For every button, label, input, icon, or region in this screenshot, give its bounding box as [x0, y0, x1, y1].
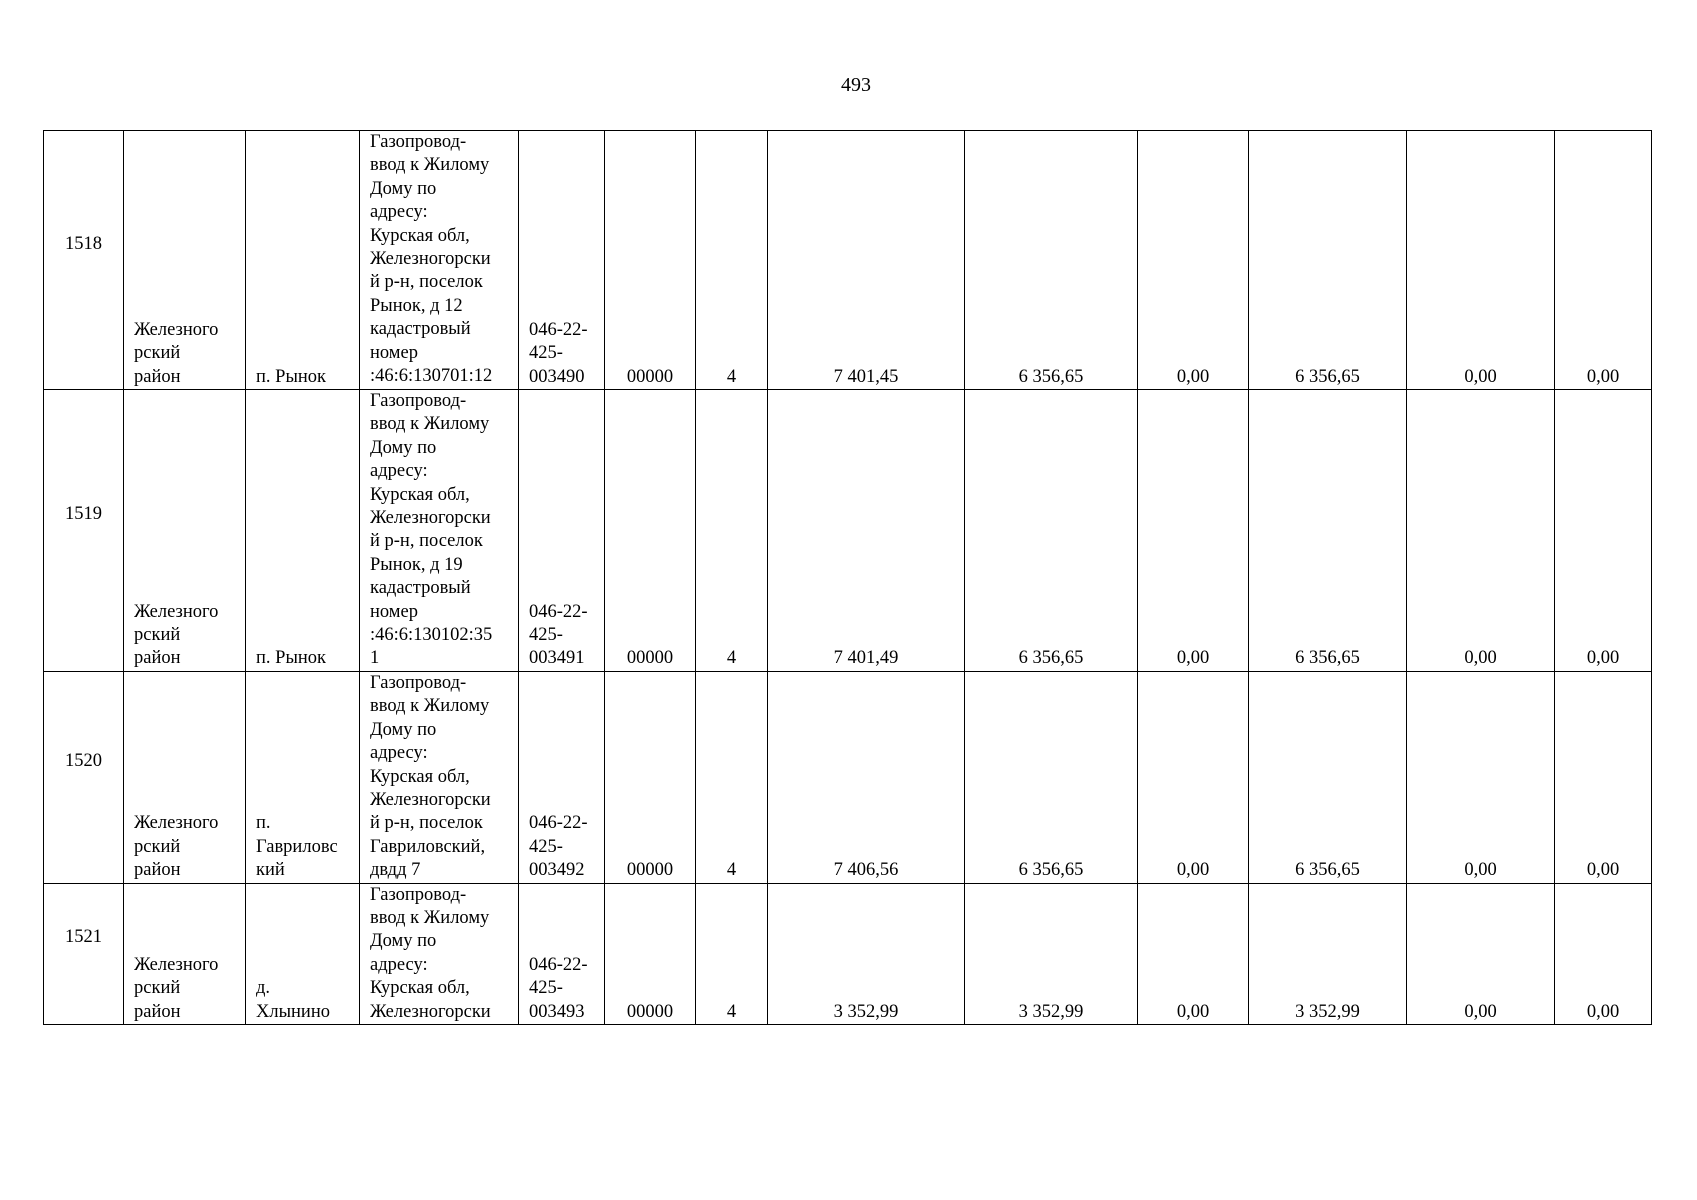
district-cell-line: Железного [134, 813, 219, 834]
inventory-number-cell-line: 003490 [529, 366, 585, 387]
locality-cell-line: Хлынино [256, 1001, 330, 1022]
locality-cell-line: Гавриловс [256, 836, 338, 857]
locality-cell [246, 131, 360, 390]
description-cell-line: Газопровод- [370, 132, 467, 152]
code-cell: 00000 [605, 131, 696, 390]
value-3-cell: 0,00 [1138, 131, 1249, 390]
district-cell-line: рский [134, 625, 181, 646]
inventory-number-cell-line: 425- [529, 343, 563, 364]
locality-cell [246, 390, 360, 672]
value-5-cell: 0,00 [1407, 883, 1555, 1024]
description-cell-line: Газопровод- [370, 391, 467, 411]
value-1-cell: 7 401,45 [768, 131, 965, 390]
inventory-number-cell-line: 046-22- [529, 319, 588, 340]
description-cell-line: номер [370, 342, 418, 363]
description-cell-line: адресу: [370, 461, 428, 482]
description-cell-line: Железногорски [370, 508, 491, 529]
description-cell-line: Дому по [370, 437, 437, 458]
group-cell: 4 [696, 883, 768, 1024]
row-number-cell [44, 131, 124, 390]
table-row [44, 671, 1652, 883]
description-cell-line: Курская обл, [370, 978, 470, 999]
district-cell-line: рский [134, 343, 181, 364]
value-2-cell: 6 356,65 [965, 390, 1138, 672]
row-number: 1518 [65, 233, 102, 254]
description-cell-line: Курская обл, [370, 484, 470, 505]
inventory-number-cell [519, 390, 605, 672]
description-cell-line: :46:6:130102:35 [370, 625, 493, 646]
district-cell-line: рский [134, 978, 181, 999]
description-cell-line: й р-н, поселок [370, 272, 483, 293]
district-cell-line: Железного [134, 954, 219, 975]
inventory-number-cell [519, 883, 605, 1024]
description-cell-line: Рынок, д 19 [370, 554, 463, 575]
description-cell-line: Железногорски [370, 249, 491, 270]
value-5-cell: 0,00 [1407, 131, 1555, 390]
group-cell: 4 [696, 131, 768, 390]
description-cell-line: ввод к Жилому [370, 696, 490, 717]
locality-cell-line: п. [256, 813, 271, 834]
inventory-number-cell-line: 003492 [529, 860, 585, 881]
description-cell [360, 883, 519, 1024]
description-cell-line: Газопровод- [370, 884, 467, 905]
description-cell-line: Гавриловский, [370, 836, 486, 857]
district-cell [124, 131, 246, 390]
table-row [44, 131, 1652, 390]
locality-cell-line: п. Рынок [256, 366, 327, 387]
description-cell-line: Железногорски [370, 789, 491, 810]
value-4-cell: 6 356,65 [1249, 671, 1407, 883]
description-cell-line: ввод к Жилому [370, 907, 490, 928]
description-cell-line: кадастровый [370, 578, 471, 599]
description-cell-line: Рынок, д 12 [370, 295, 463, 316]
group-cell: 4 [696, 390, 768, 672]
description-cell-line: 1 [370, 648, 380, 669]
district-cell [124, 883, 246, 1024]
description-cell-line: й р-н, поселок [370, 813, 483, 834]
inventory-number-cell-line: 003493 [529, 1001, 585, 1022]
row-number: 1520 [65, 750, 102, 771]
table-row [44, 390, 1652, 672]
description-cell-line: кадастровый [370, 319, 471, 340]
description-cell-line: й р-н, поселок [370, 531, 483, 552]
value-2-cell: 6 356,65 [965, 131, 1138, 390]
description-cell-line: Железногорски [370, 1001, 491, 1022]
row-number: 1519 [65, 503, 102, 524]
inventory-number-cell-line: 046-22- [529, 813, 588, 834]
description-cell-line: Дому по [370, 719, 437, 740]
value-1-cell: 3 352,99 [768, 883, 965, 1024]
code-cell: 00000 [605, 671, 696, 883]
description-cell-line: Курская обл, [370, 766, 470, 787]
description-cell-line: Дому по [370, 178, 437, 199]
value-6-cell: 0,00 [1555, 390, 1652, 672]
locality-cell-line: п. Рынок [256, 648, 327, 669]
row-number-cell [44, 883, 124, 1024]
description-cell-line: :46:6:130701:12 [370, 366, 493, 387]
description-cell [360, 671, 519, 883]
locality-cell-line: кий [256, 860, 285, 881]
district-cell [124, 671, 246, 883]
table-row [44, 883, 1652, 1024]
inventory-number-cell [519, 671, 605, 883]
locality-cell-line: д. [256, 978, 271, 999]
inventory-number-cell-line: 425- [529, 836, 563, 857]
code-cell: 00000 [605, 390, 696, 672]
district-cell-line: район [134, 366, 181, 387]
row-number: 1521 [65, 927, 102, 948]
value-2-cell: 6 356,65 [965, 671, 1138, 883]
description-cell-line: адресу: [370, 743, 428, 764]
group-cell: 4 [696, 671, 768, 883]
locality-cell [246, 883, 360, 1024]
code-cell: 00000 [605, 883, 696, 1024]
description-cell-line: двдд 7 [370, 860, 421, 881]
inventory-number-cell-line: 425- [529, 625, 563, 646]
value-3-cell: 0,00 [1138, 390, 1249, 672]
registry-table [43, 130, 1652, 1025]
value-3-cell: 0,00 [1138, 671, 1249, 883]
district-cell-line: район [134, 648, 181, 669]
inventory-number-cell-line: 425- [529, 978, 563, 999]
value-5-cell: 0,00 [1407, 671, 1555, 883]
inventory-number-cell-line: 003491 [529, 648, 585, 669]
table-body [44, 131, 1652, 1025]
inventory-number-cell [519, 131, 605, 390]
district-cell-line: Железного [134, 319, 219, 340]
value-6-cell: 0,00 [1555, 883, 1652, 1024]
inventory-number-cell-line: 046-22- [529, 601, 588, 622]
value-4-cell: 6 356,65 [1249, 131, 1407, 390]
row-number-cell [44, 390, 124, 672]
value-3-cell: 0,00 [1138, 883, 1249, 1024]
inventory-number-cell-line: 046-22- [529, 954, 588, 975]
page-number: 493 [841, 74, 871, 96]
value-6-cell: 0,00 [1555, 131, 1652, 390]
value-2-cell: 3 352,99 [965, 883, 1138, 1024]
description-cell-line: адресу: [370, 954, 428, 975]
description-cell-line: Курская обл, [370, 225, 470, 246]
description-cell-line: Газопровод- [370, 672, 467, 693]
value-5-cell: 0,00 [1407, 390, 1555, 672]
value-1-cell: 7 406,56 [768, 671, 965, 883]
description-cell-line: Дому по [370, 931, 437, 952]
value-4-cell: 3 352,99 [1249, 883, 1407, 1024]
district-cell-line: рский [134, 836, 181, 857]
description-cell-line: ввод к Жилому [370, 414, 490, 435]
locality-cell [246, 671, 360, 883]
description-cell [360, 390, 519, 672]
district-cell-line: район [134, 860, 181, 881]
district-cell-line: район [134, 1001, 181, 1022]
district-cell [124, 390, 246, 672]
description-cell-line: ввод к Жилому [370, 155, 490, 176]
description-cell-line: номер [370, 601, 418, 622]
district-cell-line: Железного [134, 601, 219, 622]
row-number-cell [44, 671, 124, 883]
description-cell [360, 131, 519, 390]
description-cell-line: адресу: [370, 202, 428, 223]
value-6-cell: 0,00 [1555, 671, 1652, 883]
value-1-cell: 7 401,49 [768, 390, 965, 672]
value-4-cell: 6 356,65 [1249, 390, 1407, 672]
